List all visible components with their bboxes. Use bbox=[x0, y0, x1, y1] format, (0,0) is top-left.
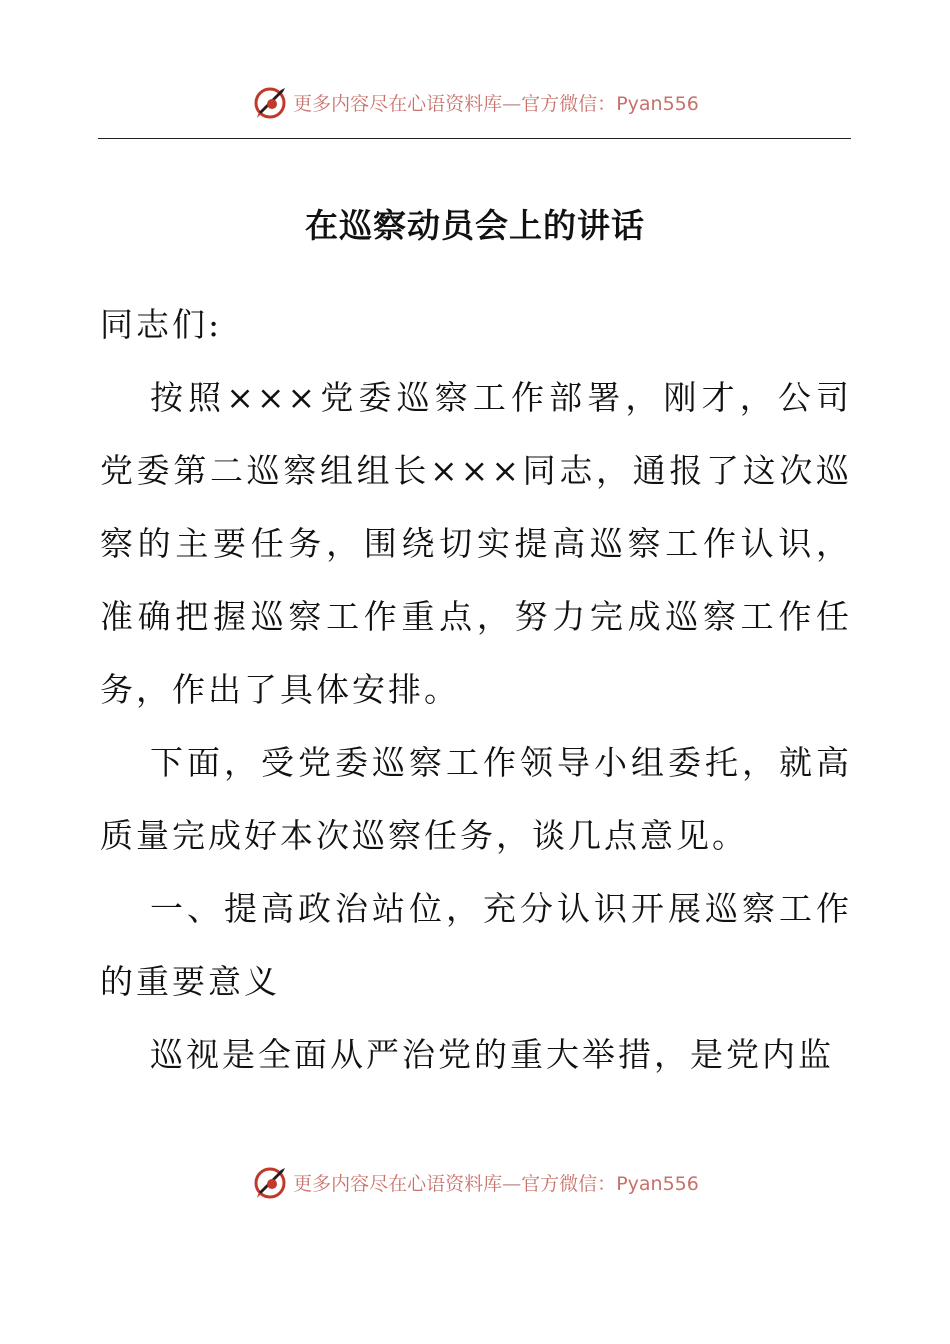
footer-banner-wechat: Pyan556 bbox=[616, 1172, 699, 1195]
paragraph-1: 按照×××党委巡察工作部署，刚才，公司党委第二巡察组组长×××同志，通报了这次巡察的主要任务，围绕切实提高巡察工作认识，准确把握巡察工作重点，努力完成巡察工作任务，作出了具体安排。 bbox=[100, 378, 852, 709]
header-banner-wechat: Pyan556 bbox=[616, 92, 699, 115]
document-title: 在巡察动员会上的讲话 bbox=[305, 206, 645, 245]
header-banner-main: 更多内容尽在心语资料库 bbox=[293, 92, 503, 115]
document-body bbox=[100, 288, 852, 1091]
pen-logo-icon bbox=[251, 82, 291, 122]
header-divider bbox=[98, 138, 851, 139]
section-heading-1: 一、提高政治站位，充分认识开展巡察工作的重要意义 bbox=[100, 889, 852, 1001]
header-banner-text bbox=[293, 89, 699, 116]
footer-banner bbox=[0, 1160, 950, 1204]
header-banner-dash: — bbox=[502, 92, 522, 115]
header-banner bbox=[0, 80, 950, 124]
header-banner-official: 官方微信： bbox=[521, 92, 617, 115]
salutation: 同志们: bbox=[100, 305, 223, 344]
footer-banner-official: 官方微信： bbox=[521, 1172, 617, 1195]
footer-banner-dash: — bbox=[502, 1172, 522, 1195]
paragraph-3: 巡视是全面从严治党的重大举措，是党内监 bbox=[150, 1035, 834, 1074]
paragraph-2: 下面，受党委巡察工作领导小组委托，就高质量完成好本次巡察任务，谈几点意见。 bbox=[100, 743, 852, 855]
footer-banner-text bbox=[293, 1169, 699, 1196]
pen-logo-icon bbox=[251, 1162, 291, 1202]
footer-banner-main: 更多内容尽在心语资料库 bbox=[293, 1172, 503, 1195]
